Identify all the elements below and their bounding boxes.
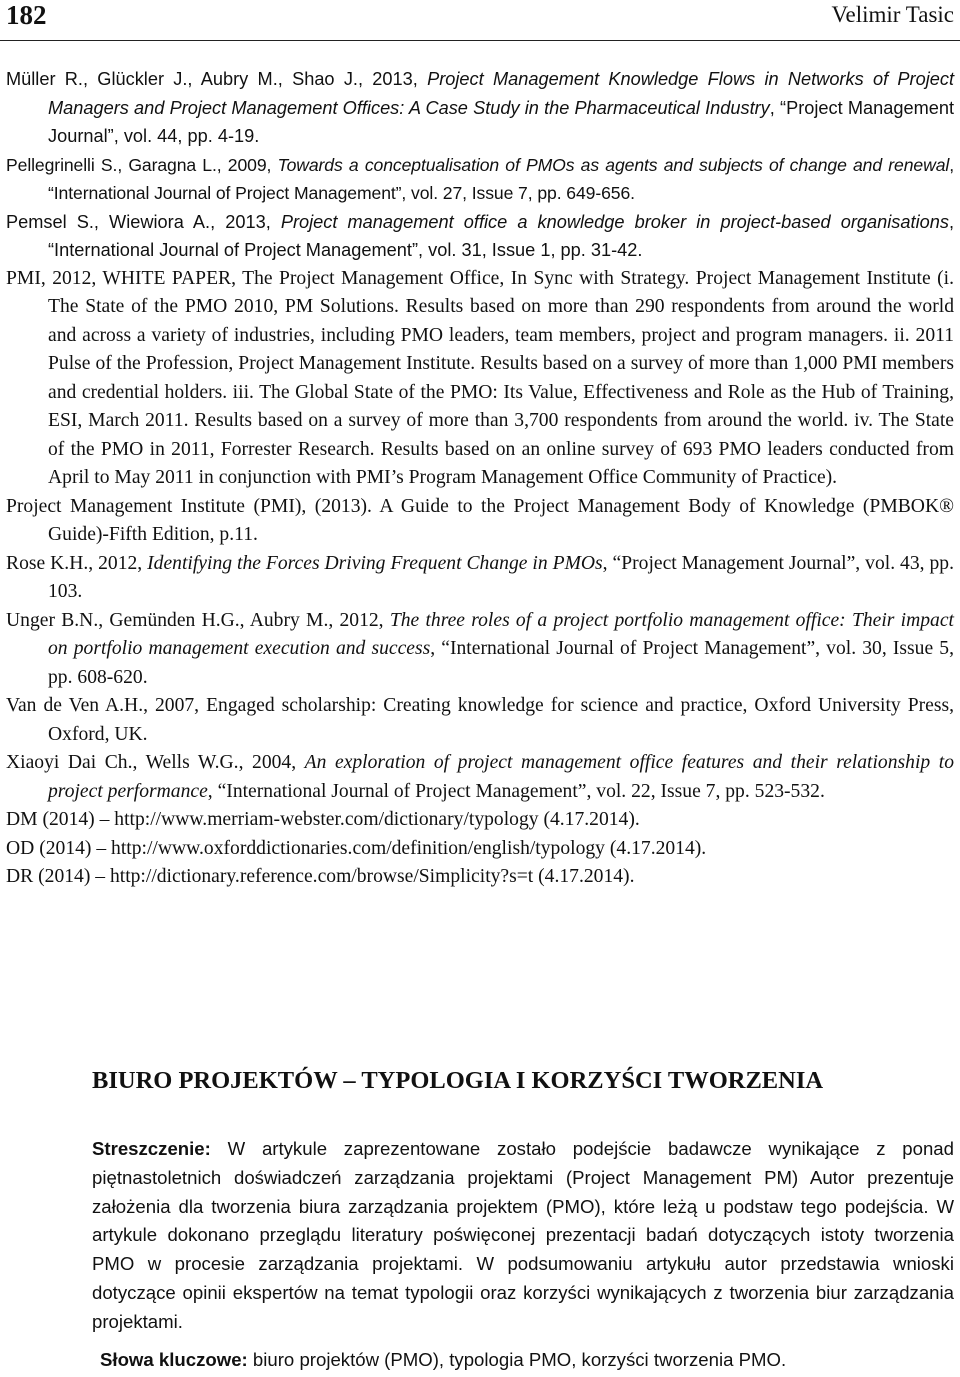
section-title: BIURO PROJEKTÓW – TYPOLOGIA I KORZYŚCI TWORZENIA: [92, 1067, 824, 1094]
reference-entry: DR (2014) – http://dictionary.reference.com/browse/Simplicity?s=t (4.17.2014).: [6, 866, 635, 887]
reference-source: , “Project Management Journal”, vol. 43, pp. 103.: [48, 552, 954, 602]
reference-source: , “International Journal of Project Management”, vol. 22, Issue 7, pp. 523-532.: [207, 780, 825, 802]
keywords-text: biuro projektów (PMO), typologia PMO, korzyści tworzenia PMO.: [247, 1349, 787, 1370]
keywords-label: Słowa kluczowe:: [100, 1349, 248, 1370]
reference-entry: Project Management Institute (PMI), (2013). A Guide to the Project Management Body of Knowledge (PMBOK® Guide)-Fifth Edition, p.11.: [6, 495, 954, 545]
reference-entry: PMI, 2012, WHITE PAPER, The Project Management Office, In Sync with Strategy. Project Management Institute (i. The State of the PMO 2010, PM Solutions. Results based on more than 290 respondents from around the world and across a variety of industries, including PMO leaders, team members, project and program managers. ii. 2011 Pulse of the Profession, Project Management Institute. Results based on a survey of more than 1,000 PMI members and credential holders. iii. The Global State of the PMO: Its Value, Effectiveness and Role as the Hub of Training, ESI, March 2011. Results based on a survey of more than 3,700 respondents from around the world. iv. The State of the PMO in 2011, Forrester Research. Results based on an online survey of 693 PMO leaders conducted from April to May 2011 in conjunction with PMI’s Program Management Office Community of Practice).: [6, 267, 954, 488]
polish-summary-heading: [92, 1067, 952, 1095]
reference-entry: OD (2014) – http://www.oxforddictionaries.com/definition/english/typology (4.17.2014).: [6, 837, 707, 859]
reference-source: , “International Journal of Project Management”, vol. 30, Issue 5, pp. 608-620.: [48, 638, 955, 688]
reference-entry: DM (2014) – http://www.merriam-webster.com/dictionary/typology (4.17.2014).: [6, 809, 640, 830]
page-number: 182: [6, 0, 47, 30]
reference-authors: Pemsel S., Wiewiora A., 2013,: [6, 211, 281, 232]
reference-entry: [6, 208, 954, 265]
reference-source: , “International Journal of Project Management”, vol. 31, Issue 1, pp. 31-42.: [48, 211, 954, 260]
reference-source: , “International Journal of Project Management”, vol. 27, Issue 7, pp. 649-656.: [48, 154, 954, 203]
reference-title: Towards a conceptualisation of PMOs as agents and subjects of change and renewal: [277, 154, 950, 175]
reference-authors: Müller R., Glückler J., Aubry M., Shao J., 2013,: [6, 69, 428, 89]
reference-source: , “Project Management Journal”, vol. 44, pp. 4-19.: [48, 97, 955, 146]
reference-entry: [6, 65, 954, 151]
abstract-text: W artykule zaprezentowane zostało podejście badawcze wynikające z ponad piętnastoletnich doświadczeń zarządzania projektami (Project Management PM) Autor prezentuje założenia dla tworzenia biura zarządzania projektem (PMO), które leżą u podstaw tego podejścia. W artykule dokonano przeglądu literatury poświęconej prezentacji badań dotyczących istoty tworzenia PMO w procesie zarządzania projektami. W podsumowaniu artykułu autor przedstawia wnioski dotyczące opinii ekspertów na temat typologii oraz korzyści wynikających z tworzenia biur zarządzania projektami.: [92, 1138, 954, 1332]
reference-title: Project management office a knowledge broker in project-based organisations: [280, 211, 949, 232]
reference-title: Project Management Knowledge Flows in Networks of Project Managers and Project Management Offices: A Case Study in the Pharmaceutical Industry: [48, 69, 954, 118]
reference-entry: [6, 749, 954, 806]
reference-entry: [6, 607, 954, 693]
keywords-line: [100, 1349, 960, 1371]
reference-entry: [6, 550, 954, 607]
reference-title: Identifying the Forces Driving Frequent Change in PMOs: [147, 552, 603, 574]
reference-authors: Unger B.N., Gemünden H.G., Aubry M., 2012,: [6, 609, 390, 631]
references-list: [6, 65, 954, 892]
header-rule: [0, 40, 960, 41]
reference-authors: Rose K.H., 2012,: [6, 552, 148, 574]
running-head-author: Velimir Tasic: [831, 2, 954, 27]
reference-authors: Xiaoyi Dai Ch., Wells W.G., 2004,: [6, 752, 305, 773]
reference-title: The three roles of a project portfolio management office: Their impact on portfolio management execution and success: [48, 609, 954, 659]
reference-title: An exploration of project management office features and their relationship to project performance: [48, 752, 954, 802]
abstract-paragraph: [92, 1135, 954, 1337]
reference-entry: [6, 151, 954, 208]
abstract-label: Streszczenie:: [92, 1138, 211, 1159]
reference-authors: Pellegrinelli S., Garagna L., 2009,: [6, 154, 278, 175]
page-header: [0, 0, 960, 42]
reference-entry: Van de Ven A.H., 2007, Engaged scholarship: Creating knowledge for science and practice, Oxford University Press, Oxford, UK.: [6, 695, 954, 745]
